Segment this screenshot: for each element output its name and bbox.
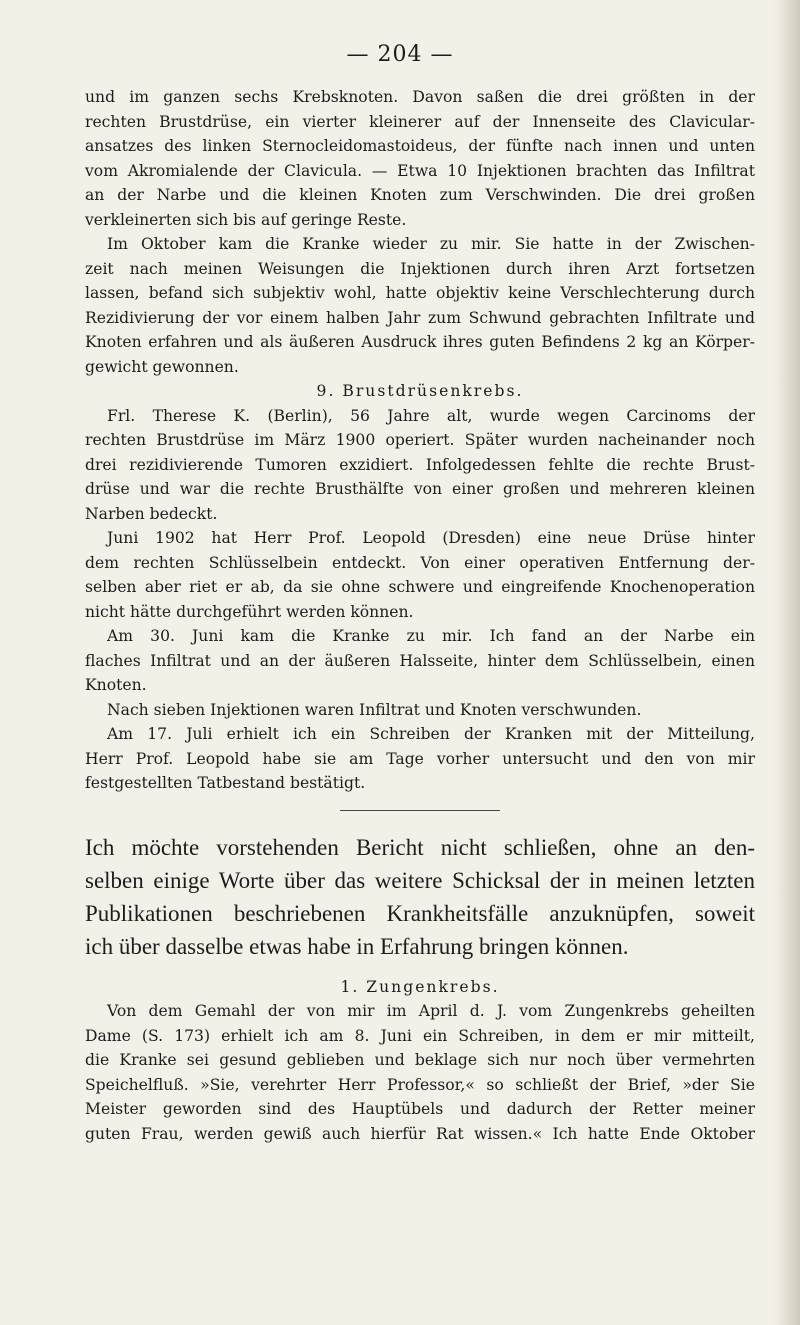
text-line: Am 17. Juli erhielt ich ein Schreiben der Kranken mit der Mitteilung, [107, 725, 755, 743]
text-line: lassen, befand sich subjektiv wohl, hatte objektiv keine Verschlechterung durch [85, 284, 755, 302]
text-line: flaches Infiltrat und an der äußeren Halsseite, hinter dem Schlüsselbein, einen [85, 651, 755, 670]
text-line: rechten Brustdrüse, ein vierter kleinerer auf der Innenseite des Clavicular- [85, 112, 755, 131]
text-line: vom Akromialende der Clavicula. — Etwa 10 Injektionen brachten das Infiltrat [85, 161, 755, 180]
text-line: Publikationen beschriebenen Krankheitsfälle anzuknüpfen, soweit [85, 900, 755, 926]
page-edge-shadow [774, 0, 800, 1325]
paragraph-3 [85, 404, 755, 527]
paragraph-1 [85, 85, 755, 232]
paragraph-2 [85, 232, 755, 379]
text-line: Juni 1902 hat Herr Prof. Leopold (Dresden) eine neue Drüse hinter [107, 529, 755, 547]
text-line: Narben bedeckt. [85, 504, 218, 523]
paragraph-8 [85, 999, 755, 1146]
text-line: zeit nach meinen Weisungen die Injektionen durch ihren Arzt fortsetzen [85, 259, 755, 278]
paragraph-6 [85, 698, 755, 723]
text-line: die Kranke sei gesund geblieben und beklage sich nur noch über vermehrten [85, 1051, 755, 1069]
page-number: — 204 — [346, 42, 454, 67]
text-line: und im ganzen sechs Krebsknoten. Davon saßen die drei größten in der [85, 88, 755, 106]
section-heading: 1. Zungenkrebs. [340, 977, 500, 996]
text-line: Ich möchte vorstehenden Bericht nicht schließen, ohne an den- [85, 834, 755, 860]
text-line: Frl. Therese K. (Berlin), 56 Jahre alt, wurde wegen Carcinoms der [107, 406, 755, 425]
text-line: selben aber riet er ab, da sie ohne schwere und eingreifende Knochenoperation [85, 578, 755, 596]
text-line: Speichelfluß. »Sie, verehrter Herr Professor,« so schließt der Brief, »der Sie [85, 1075, 755, 1094]
text-line: nicht hätte durchgeführt werden können. [85, 602, 414, 621]
text-line: dem rechten Schlüsselbein entdeckt. Von einer operativen Entfernung der- [85, 553, 755, 572]
text-line: drei rezidivierende Tumoren exzidiert. Infolgedessen fehlte die rechte Brust- [85, 455, 755, 474]
page-body [85, 85, 755, 1146]
text-line: ansatzes des linken Sternocleidomastoideus, der fünfte nach innen und unten [85, 137, 755, 155]
text-line: an der Narbe und die kleinen Knoten zum Verschwinden. Die drei großen [85, 186, 755, 204]
text-line: festgestellten Tatbestand bestätigt. [85, 774, 366, 792]
text-line: guten Frau, werden gewiß auch hierfür Rat wissen.« Ich hatte Ende Oktober [85, 1124, 755, 1143]
text-line: Herr Prof. Leopold habe sie am Tage vorher untersucht und den von mir [85, 749, 755, 768]
text-line: Im Oktober kam die Kranke wieder zu mir. Sie hatte in der Zwischen- [107, 235, 755, 253]
text-line: Knoten erfahren und als äußeren Ausdruck ihres guten Befindens 2 kg an Körper- [85, 333, 755, 351]
text-line: selben einige Worte über das weitere Schicksal der in meinen letzten [85, 867, 755, 893]
paragraph-4 [85, 526, 755, 624]
text-line: Dame (S. 173) erhielt ich am 8. Juni ein Schreiben, in dem er mir mitteilt, [85, 1026, 755, 1045]
text-line: Von dem Gemahl der von mir im April d. J. vom Zungenkrebs geheilten [107, 1002, 755, 1020]
text-line: Knoten. [85, 676, 147, 694]
text-line: Meister geworden sind des Hauptübels und dadurch der Retter meiner [85, 1100, 755, 1118]
text-line: rechten Brustdrüse im März 1900 operiert. Später wurden nacheinander noch [85, 431, 755, 449]
text-line: Rezidivierung der vor einem halben Jahr zum Schwund gebrachten Infiltrate und [85, 308, 755, 327]
section-divider [340, 810, 500, 811]
text-line: ich über dasselbe etwas habe in Erfahrung bringen können. [85, 933, 629, 959]
large-paragraph [85, 831, 755, 963]
text-line: verkleinerten sich bis auf geringe Reste. [85, 210, 407, 229]
text-line: gewicht gewonnen. [85, 357, 239, 376]
section-heading: 9. Brustdrüsenkrebs. [316, 382, 524, 400]
spacer [85, 963, 755, 975]
text-line: Nach sieben Injektionen waren Infiltrat und Knoten verschwunden. [107, 700, 642, 719]
paragraph-7 [85, 722, 755, 796]
paragraph-5 [85, 624, 755, 698]
text-line: Am 30. Juni kam die Kranke zu mir. Ich fand an der Narbe ein [107, 627, 755, 645]
text-line: drüse und war die rechte Brusthälfte von einer großen und mehreren kleinen [85, 480, 755, 498]
